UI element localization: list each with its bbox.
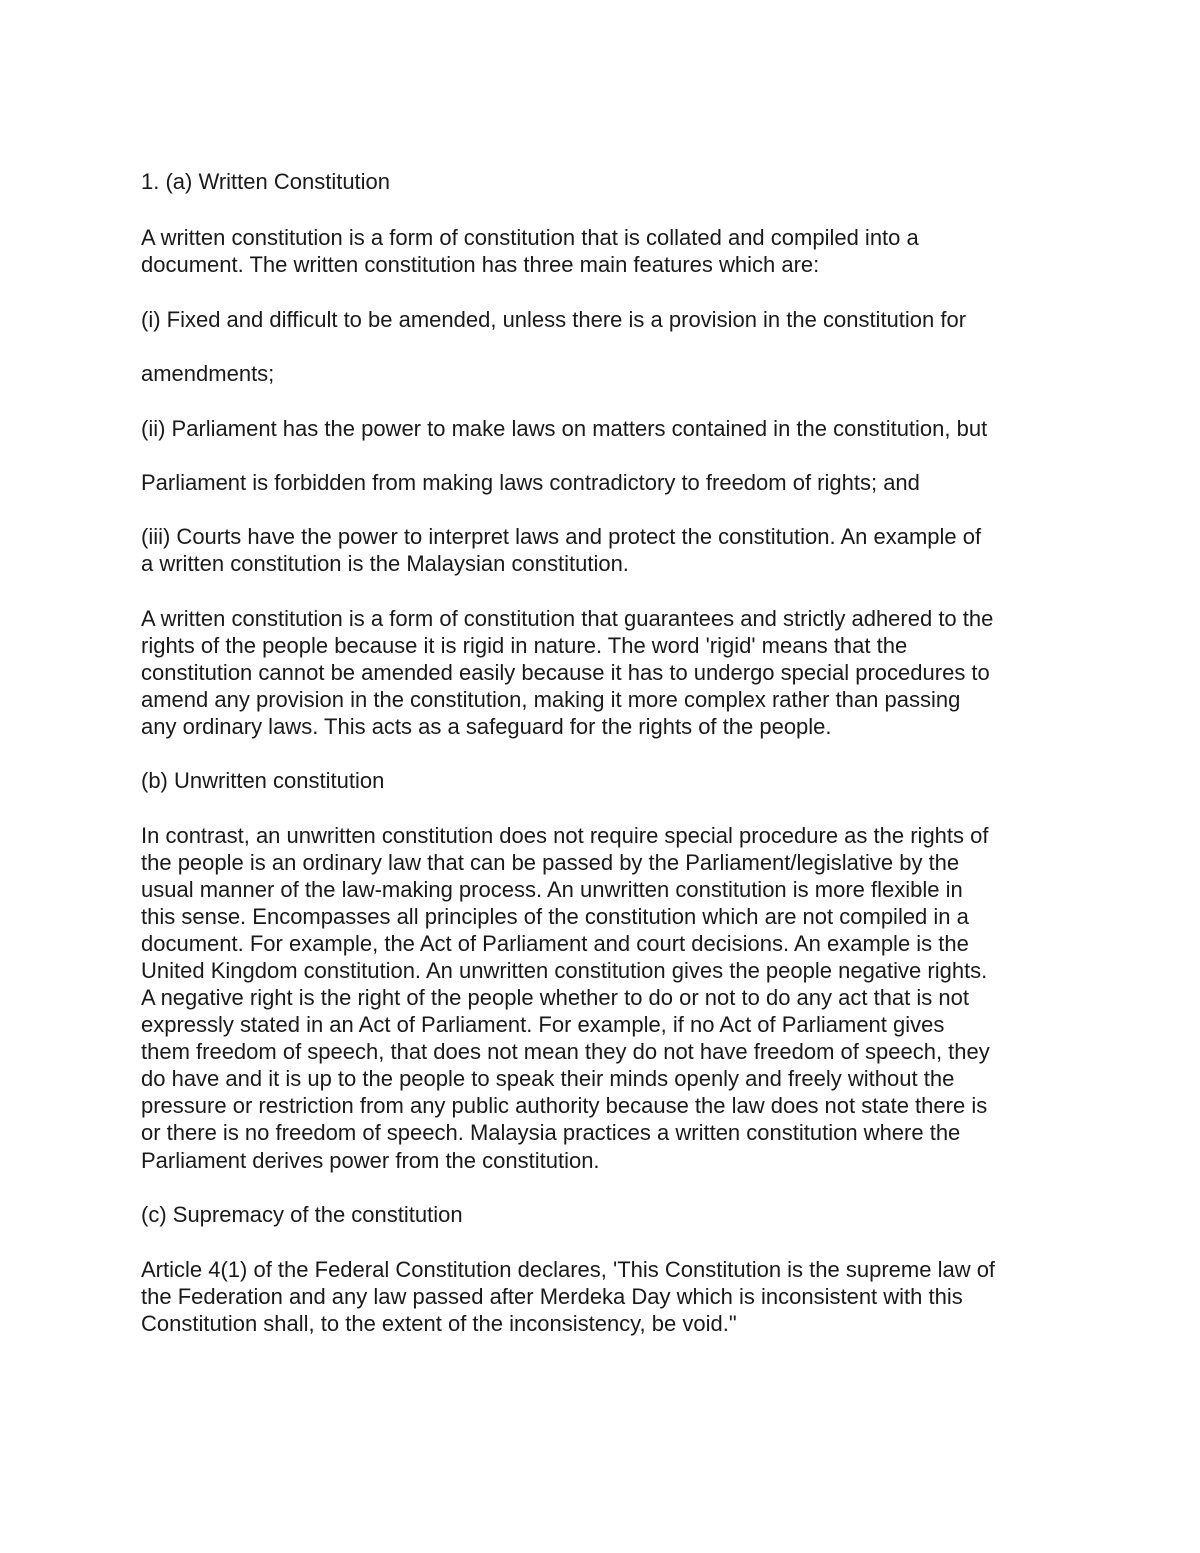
section-c-heading: (c) Supremacy of the constitution — [141, 1202, 463, 1227]
feature-iii-line-1: (iii) Courts have the power to interpret laws and protect the constitution. An example of — [141, 524, 982, 549]
section-a-paragraph-2-line-1: A written constitution is a form of constitution that guarantees and strictly adhered to the — [141, 606, 994, 631]
feature-ii-line-2: Parliament is forbidden from making laws contradictory to freedom of rights; and — [141, 470, 920, 495]
section-b-paragraph-line-4: this sense. Encompasses all principles of the constitution which are not compiled in a — [141, 904, 969, 929]
section-c-paragraph-line-1: Article 4(1) of the Federal Constitution declares, 'This Constitution is the supreme law of — [141, 1257, 996, 1282]
section-a-paragraph-1-line-1: A written constitution is a form of constitution that is collated and compiled into a — [141, 225, 919, 250]
section-b-paragraph-line-1: In contrast, an unwritten constitution does not require special procedure as the rights of — [141, 823, 989, 848]
section-b-paragraph-line-9: them freedom of speech, that does not mean they do not have freedom of speech, they — [141, 1039, 990, 1064]
section-a-heading: 1. (a) Written Constitution — [141, 169, 391, 194]
section-a-paragraph-2-line-5: any ordinary laws. This acts as a safeguard for the rights of the people. — [141, 714, 832, 739]
feature-i-line-2: amendments; — [141, 361, 275, 386]
section-b-paragraph-line-5: document. For example, the Act of Parliament and court decisions. An example is the — [141, 931, 969, 956]
feature-i-line-1: (i) Fixed and difficult to be amended, unless there is a provision in the constitution for — [141, 307, 967, 332]
section-a-paragraph-2-line-3: constitution cannot be amended easily because it has to undergo special procedures to — [141, 660, 990, 685]
section-b-paragraph-line-8: expressly stated in an Act of Parliament. For example, if no Act of Parliament gives — [141, 1012, 945, 1037]
feature-iii-line-2: a written constitution is the Malaysian constitution. — [141, 551, 629, 576]
section-c-paragraph-line-3: Constitution shall, to the extent of the inconsistency, be void." — [141, 1311, 737, 1336]
section-b-paragraph-line-3: usual manner of the law-making process. An unwritten constitution is more flexible in — [141, 877, 963, 902]
section-c-paragraph-line-2: the Federation and any law passed after Merdeka Day which is inconsistent with this — [141, 1284, 963, 1309]
section-b-paragraph-line-11: pressure or restriction from any public authority because the law does not state there is — [141, 1093, 988, 1118]
section-b-paragraph-line-6: United Kingdom constitution. An unwritten constitution gives the people negative rights. — [141, 958, 988, 983]
section-b-paragraph-line-10: do have and it is up to the people to speak their minds openly and freely without the — [141, 1066, 955, 1091]
section-b-paragraph-line-7: A negative right is the right of the people whether to do or not to do any act that is not — [141, 985, 969, 1010]
section-b-paragraph-line-12: or there is no freedom of speech. Malaysia practices a written constitution where the — [141, 1120, 961, 1145]
section-a-paragraph-2-line-2: rights of the people because it is rigid in nature. The word 'rigid' means that the — [141, 633, 908, 658]
section-a-paragraph-1-line-2: document. The written constitution has three main features which are: — [141, 252, 820, 277]
section-b-paragraph-line-13: Parliament derives power from the constitution. — [141, 1148, 600, 1173]
feature-ii-line-1: (ii) Parliament has the power to make laws on matters contained in the constitution, but — [141, 416, 988, 441]
section-b-paragraph-line-2: the people is an ordinary law that can be passed by the Parliament/legislative by the — [141, 850, 960, 875]
section-a-paragraph-2-line-4: amend any provision in the constitution, making it more complex rather than passing — [141, 687, 961, 712]
section-b-heading: (b) Unwritten constitution — [141, 768, 385, 793]
